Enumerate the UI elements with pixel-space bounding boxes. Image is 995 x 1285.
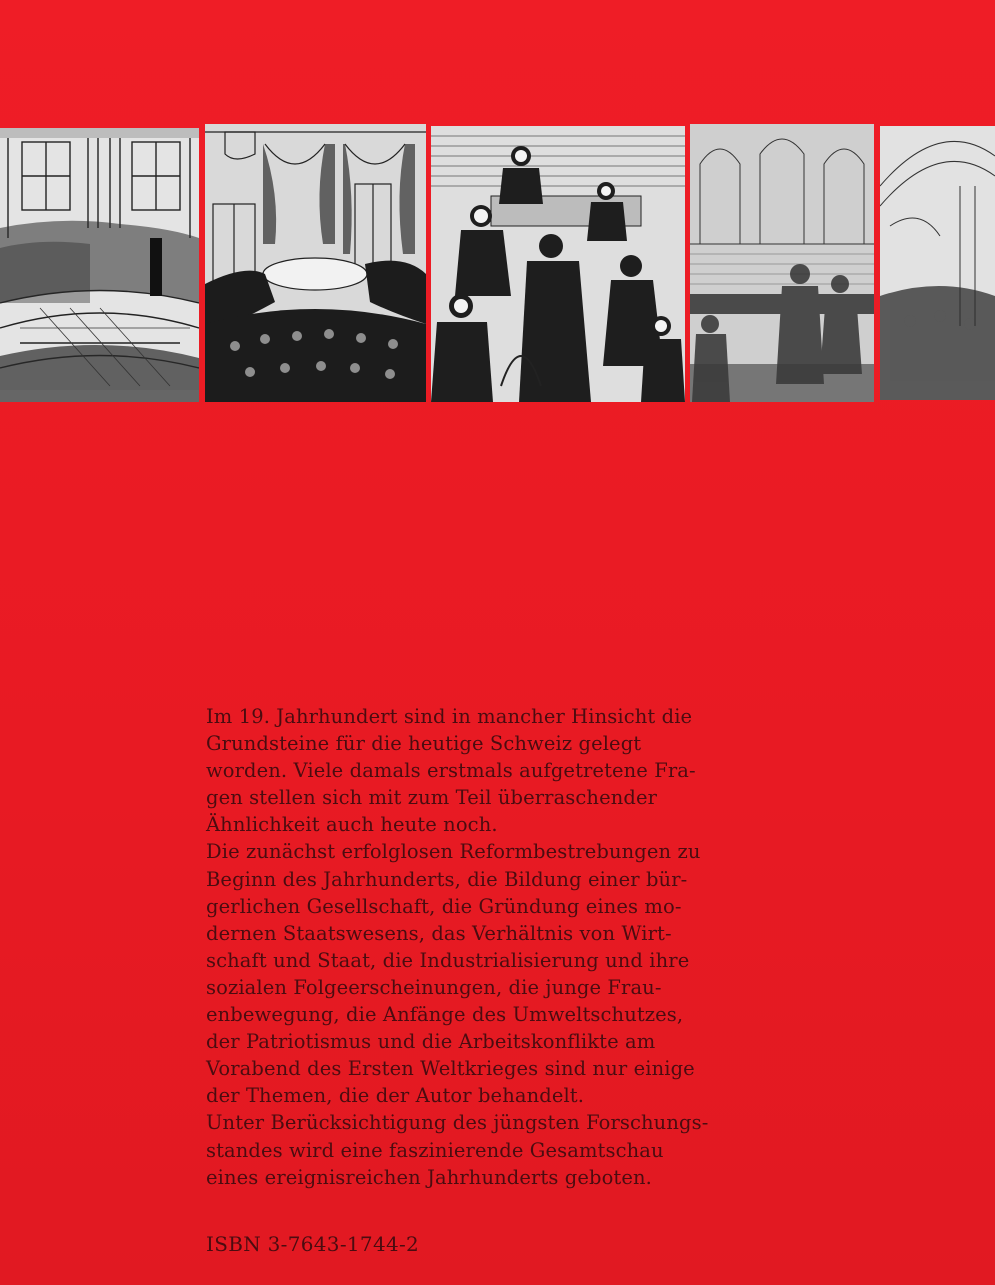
council-session-engraving [205,124,426,402]
back-cover-blurb [206,703,816,1191]
gothic-chamber-engraving [690,124,874,402]
blurb-paragraph-themes: Die zunächst erfolglosen Reformbestrebungen zu Beginn des Jahrhunderts, die Bildung einer bür- gerlichen Gesellschaft, die Gründung eines mo- dernen Staatswesens, das Verhältnis von Wirt- schaft und Staat, die Industrialisierung und ihre sozialen Folgeerscheinungen, die junge Frau- enbewegung, die Anfänge des Umweltschutzes, der Patriotismus und die Arbeitskonflikte am Vorabend des Ersten Weltkrieges sind nur einige der Themen, die der Autor behandelt. [206,840,701,1108]
engraving-strip [0,124,995,402]
blurb-paragraph-conclusion: Unter Berücksichtigung des jüngsten Forschungs- standes wird eine faszinierende Gesamtschau eines ereignisreichen Jahrhunderts geboten. [206,1111,709,1189]
parliament-debate-engraving [431,126,685,402]
blurb-paragraph-intro: Im 19. Jahrhundert sind in mancher Hinsicht die Grundsteine für die heutige Schweiz gelegt worden. Viele damals erstmals aufgetretene Fra- gen stellen sich mit zum Teil überraschender Ähnlichkeit auch heute noch. [206,705,696,837]
assembly-hall-engraving [0,128,199,402]
isbn-number: ISBN 3-7643-1744-2 [206,1232,420,1256]
domed-hall-engraving [880,126,995,400]
